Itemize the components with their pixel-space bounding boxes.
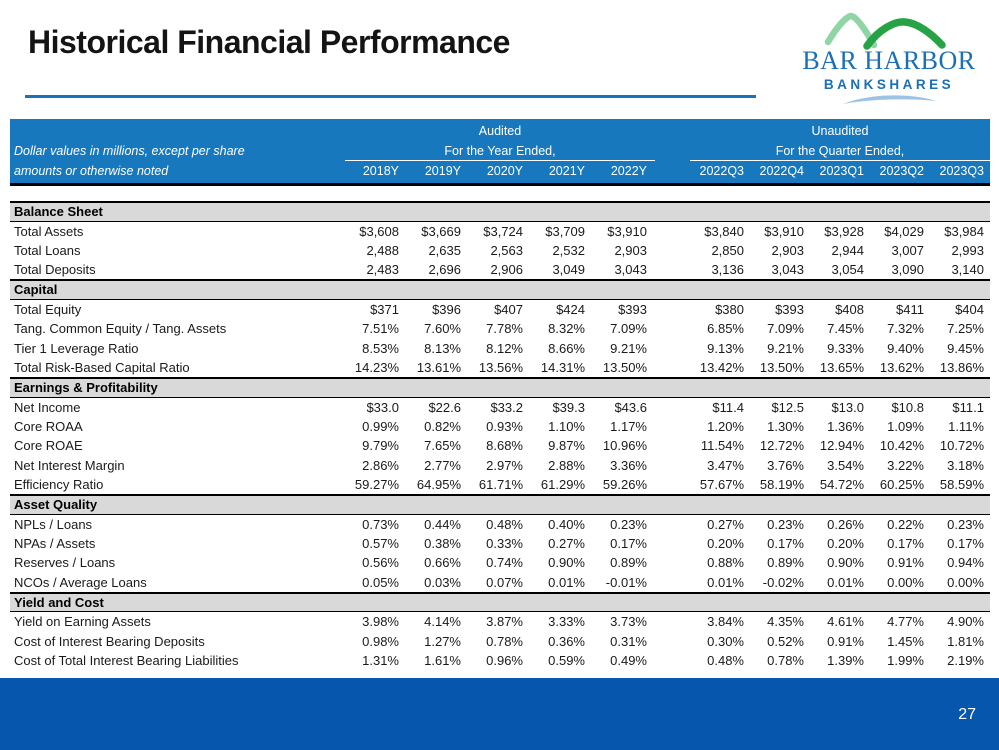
cell-quarterly: 0.89% xyxy=(767,555,804,571)
cell-quarterly: 54.72% xyxy=(819,476,864,492)
header-period-row xyxy=(10,142,990,161)
cell-quarterly: 9.21% xyxy=(767,340,804,356)
row-label: Net Income xyxy=(14,399,81,415)
cell-annual: $393 xyxy=(618,302,647,318)
table-body xyxy=(10,201,990,670)
section-header: Asset Quality xyxy=(10,494,990,515)
cell-quarterly: $408 xyxy=(835,302,864,318)
cell-quarterly: 0.01% xyxy=(827,574,864,590)
cell-quarterly: $411 xyxy=(896,302,924,318)
quarter-column-header: 2022Q3 xyxy=(699,164,744,178)
cell-annual: 3.98% xyxy=(362,614,399,630)
cell-quarterly: 0.01% xyxy=(707,574,744,590)
row-label: Total Loans xyxy=(14,242,81,258)
cell-annual: 7.51% xyxy=(362,321,399,337)
year-column-header: 2021Y xyxy=(548,164,585,178)
year-columns xyxy=(345,162,655,181)
cell-annual: 0.57% xyxy=(362,536,399,551)
quarter-column-header: 2023Q3 xyxy=(939,164,984,178)
cell-annual: 59.27% xyxy=(354,476,399,492)
year-column-header: 2019Y xyxy=(424,164,461,178)
cell-annual: 0.90% xyxy=(548,555,585,571)
cell-annual: $3,669 xyxy=(421,223,461,239)
cell-quarterly: 7.32% xyxy=(887,321,924,337)
cell-quarterly: $3,840 xyxy=(704,223,744,239)
cell-quarterly: 3.54% xyxy=(827,457,864,473)
year-column-header: 2018Y xyxy=(362,164,399,178)
cell-annual: 0.99% xyxy=(362,419,399,435)
cell-quarterly: 0.91% xyxy=(887,555,924,571)
cell-annual: 9.79% xyxy=(362,438,399,454)
cell-annual: 0.27% xyxy=(548,536,585,551)
mountains-icon xyxy=(828,16,942,46)
cell-annual: 0.44% xyxy=(424,516,461,532)
cell-quarterly: 12.94% xyxy=(819,438,864,454)
cell-quarterly: 9.40% xyxy=(887,340,924,356)
cell-annual: 3.73% xyxy=(610,614,647,630)
quarter-ended-label: For the Quarter Ended, xyxy=(690,142,990,161)
cell-annual: 3.87% xyxy=(486,614,523,630)
cell-quarterly: 12.72% xyxy=(759,438,804,454)
cell-quarterly: 7.09% xyxy=(767,321,804,337)
cell-quarterly: 7.25% xyxy=(947,321,984,337)
row-label: Total Equity xyxy=(14,302,82,318)
cell-annual: 8.13% xyxy=(424,340,461,356)
cell-quarterly: 1.11% xyxy=(948,419,984,435)
cell-annual: 1.27% xyxy=(424,633,461,649)
cell-annual: $424 xyxy=(556,302,585,318)
cell-quarterly: 0.88% xyxy=(707,555,744,571)
cell-annual: 2.88% xyxy=(548,457,585,473)
table-row xyxy=(10,241,990,260)
year-column-header: 2022Y xyxy=(610,164,647,178)
section-header: Earnings & Profitability xyxy=(10,377,990,398)
cell-annual: 0.36% xyxy=(548,633,585,649)
cell-annual: 0.03% xyxy=(424,574,461,590)
row-label: Efficiency Ratio xyxy=(14,476,104,492)
cell-annual: 0.31% xyxy=(610,633,647,649)
cell-quarterly: 1.99% xyxy=(887,652,924,668)
cell-quarterly: $393 xyxy=(775,302,804,318)
section-header: Balance Sheet xyxy=(10,201,990,222)
cell-annual: $33.0 xyxy=(366,399,399,415)
cell-quarterly: 0.20% xyxy=(827,536,864,551)
cell-quarterly: 3,007 xyxy=(891,242,924,258)
table-row xyxy=(10,515,990,534)
table-note-line1: Dollar values in millions, except per share xyxy=(14,143,245,158)
year-ended-label: For the Year Ended, xyxy=(345,142,655,161)
cell-annual: 7.65% xyxy=(424,438,461,454)
row-label: Total Deposits xyxy=(14,262,96,278)
cell-annual: $33.2 xyxy=(490,399,523,415)
cell-quarterly: 10.42% xyxy=(879,438,924,454)
cell-annual: 2,635 xyxy=(428,242,461,258)
cell-quarterly: 0.23% xyxy=(947,516,984,532)
cell-annual: 8.32% xyxy=(548,321,585,337)
cell-annual: 0.93% xyxy=(486,419,523,435)
cell-annual: 0.38% xyxy=(424,536,461,551)
cell-quarterly: $12.5 xyxy=(771,399,804,415)
cell-annual: 2.77% xyxy=(424,457,461,473)
cell-annual: 9.87% xyxy=(548,438,585,454)
cell-quarterly: 3,140 xyxy=(951,262,984,278)
row-label: Cost of Interest Bearing Deposits xyxy=(14,633,205,649)
table-header xyxy=(10,119,990,186)
cell-annual: 3,043 xyxy=(614,262,647,278)
cell-annual: 3.33% xyxy=(548,614,585,630)
cell-quarterly: 2,993 xyxy=(951,242,984,258)
cell-annual: 2,696 xyxy=(428,262,461,278)
logo-swoosh-icon xyxy=(843,95,936,104)
cell-annual: 0.59% xyxy=(548,652,585,668)
cell-quarterly: 13.62% xyxy=(879,359,924,375)
financial-table xyxy=(10,119,990,670)
cell-quarterly: $4,029 xyxy=(884,223,924,239)
table-row xyxy=(10,572,990,591)
cell-annual: 2.97% xyxy=(486,457,523,473)
cell-annual: 14.31% xyxy=(540,359,585,375)
logo-subname: BANKSHARES xyxy=(823,77,955,92)
cell-annual: 9.21% xyxy=(610,340,647,356)
cell-quarterly: 13.65% xyxy=(819,359,864,375)
cell-quarterly: 2,850 xyxy=(711,242,744,258)
cell-annual: -0.01% xyxy=(605,574,647,590)
cell-annual: 0.05% xyxy=(362,574,399,590)
cell-quarterly: 0.22% xyxy=(887,516,924,532)
cell-quarterly: $3,984 xyxy=(944,223,984,239)
cell-quarterly: 7.45% xyxy=(827,321,864,337)
cell-quarterly: $13.0 xyxy=(831,399,864,415)
cell-annual: $3,724 xyxy=(483,223,523,239)
cell-quarterly: 0.00% xyxy=(947,574,984,590)
row-label: NCOs / Average Loans xyxy=(14,574,147,590)
cell-quarterly: 4.77% xyxy=(887,614,924,630)
cell-annual: 2.86% xyxy=(362,457,399,473)
cell-annual: 8.12% xyxy=(486,340,523,356)
row-label: NPAs / Assets xyxy=(14,536,96,551)
row-label: Tier 1 Leverage Ratio xyxy=(14,340,139,356)
title-underline xyxy=(25,95,756,98)
cell-quarterly: 58.59% xyxy=(939,476,984,492)
row-label: Tang. Common Equity / Tang. Assets xyxy=(14,321,227,337)
cell-annual: $371 xyxy=(370,302,399,318)
cell-quarterly: 0.94% xyxy=(947,555,984,571)
cell-quarterly: 3.84% xyxy=(707,614,744,630)
cell-quarterly: 3,054 xyxy=(831,262,864,278)
cell-annual: 14.23% xyxy=(354,359,399,375)
cell-quarterly: 1.39% xyxy=(827,652,864,668)
cell-annual: 2,483 xyxy=(366,262,399,278)
cell-annual: 13.61% xyxy=(416,359,461,375)
cell-annual: 10.96% xyxy=(602,438,647,454)
cell-annual: 7.78% xyxy=(486,321,523,337)
cell-quarterly: $380 xyxy=(715,302,744,318)
footer-bar xyxy=(0,678,999,750)
cell-annual: 61.29% xyxy=(540,476,585,492)
row-label: Total Risk-Based Capital Ratio xyxy=(14,359,190,375)
cell-annual: 64.95% xyxy=(416,476,461,492)
cell-quarterly: 6.85% xyxy=(707,321,744,337)
cell-annual: 7.09% xyxy=(610,321,647,337)
cell-quarterly: $11.4 xyxy=(712,399,744,415)
cell-quarterly: 3.76% xyxy=(767,457,804,473)
cell-annual: 0.48% xyxy=(486,516,523,532)
cell-quarterly: 1.20% xyxy=(707,419,744,435)
cell-annual: 0.56% xyxy=(362,555,399,571)
table-row xyxy=(10,475,990,494)
cell-quarterly: 11.54% xyxy=(700,438,744,454)
cell-annual: $39.3 xyxy=(552,399,585,415)
cell-annual: $22.6 xyxy=(428,399,461,415)
table-row xyxy=(10,651,990,670)
table-row xyxy=(10,455,990,474)
table-row xyxy=(10,358,990,377)
cell-quarterly: $11.1 xyxy=(952,399,984,415)
cell-annual: 0.82% xyxy=(424,419,461,435)
cell-annual: $3,608 xyxy=(359,223,399,239)
cell-annual: 13.56% xyxy=(478,359,523,375)
cell-quarterly: 57.67% xyxy=(699,476,744,492)
table-row xyxy=(10,319,990,338)
quarter-column-header: 2023Q1 xyxy=(819,164,864,178)
cell-quarterly: 0.27% xyxy=(707,516,744,532)
table-note-line2: amounts or otherwise noted xyxy=(14,164,169,178)
cell-quarterly: 0.52% xyxy=(767,633,804,649)
bar-harbor-logo xyxy=(793,4,993,116)
cell-annual: 1.31% xyxy=(362,652,399,668)
quarter-column-header: 2022Q4 xyxy=(759,164,804,178)
table-row xyxy=(10,436,990,455)
cell-annual: 2,488 xyxy=(366,242,399,258)
cell-quarterly: $3,928 xyxy=(824,223,864,239)
cell-annual: 7.60% xyxy=(424,321,461,337)
cell-annual: 0.40% xyxy=(548,516,585,532)
row-label: NPLs / Loans xyxy=(14,516,93,532)
cell-annual: 8.68% xyxy=(486,438,523,454)
cell-annual: 0.66% xyxy=(424,555,461,571)
cell-annual: $407 xyxy=(494,302,523,318)
cell-quarterly: 10.72% xyxy=(939,438,984,454)
cell-annual: 0.33% xyxy=(486,536,523,551)
unaudited-label: Unaudited xyxy=(811,124,869,138)
table-row xyxy=(10,553,990,572)
cell-annual: 8.66% xyxy=(548,340,585,356)
cell-quarterly: 3,043 xyxy=(771,262,804,278)
cell-annual: 0.96% xyxy=(486,652,523,668)
table-row xyxy=(10,612,990,631)
row-label: Yield on Earning Assets xyxy=(14,614,151,630)
cell-quarterly: 0.17% xyxy=(767,536,804,551)
quarter-columns xyxy=(690,162,990,181)
cell-quarterly: 0.17% xyxy=(887,536,924,551)
page-number: 27 xyxy=(958,706,976,723)
cell-quarterly: 60.25% xyxy=(879,476,924,492)
table-row xyxy=(10,222,990,241)
header-audit-row xyxy=(10,122,990,140)
cell-annual: 2,906 xyxy=(490,262,523,278)
cell-annual: 1.61% xyxy=(424,652,461,668)
row-label: Cost of Total Interest Bearing Liabilities xyxy=(14,652,239,668)
cell-annual: 61.71% xyxy=(478,476,523,492)
cell-quarterly: 0.91% xyxy=(827,633,864,649)
cell-quarterly: 9.13% xyxy=(707,340,744,356)
cell-annual: 0.74% xyxy=(486,555,523,571)
cell-quarterly: 3.22% xyxy=(887,457,924,473)
audited-label: Audited xyxy=(478,124,522,138)
cell-quarterly: 4.61% xyxy=(827,614,864,630)
cell-annual: 1.17% xyxy=(610,419,647,435)
cell-annual: 0.07% xyxy=(486,574,523,590)
cell-quarterly: 1.81% xyxy=(947,633,984,649)
table-row xyxy=(10,534,990,553)
year-column-header: 2020Y xyxy=(486,164,523,178)
section-header: Capital xyxy=(10,279,990,300)
row-label: Core ROAE xyxy=(14,438,83,454)
cell-annual: 0.17% xyxy=(610,536,647,551)
table-row xyxy=(10,300,990,319)
cell-annual: 1.10% xyxy=(548,419,585,435)
quarter-column-header: 2023Q2 xyxy=(879,164,924,178)
cell-annual: 8.53% xyxy=(362,340,399,356)
table-row xyxy=(10,417,990,436)
cell-annual: $3,709 xyxy=(545,223,585,239)
cell-annual: 0.73% xyxy=(362,516,399,532)
cell-annual: 2,563 xyxy=(490,242,523,258)
row-label: Total Assets xyxy=(14,223,84,239)
cell-quarterly: 0.26% xyxy=(827,516,864,532)
page-title: Historical Financial Performance xyxy=(28,24,510,60)
table-row xyxy=(10,632,990,651)
row-label: Net Interest Margin xyxy=(14,457,125,473)
cell-annual: 2,532 xyxy=(552,242,585,258)
cell-quarterly: 13.50% xyxy=(759,359,804,375)
cell-annual: $3,910 xyxy=(607,223,647,239)
cell-annual: 0.49% xyxy=(610,652,647,668)
row-label: Core ROAA xyxy=(14,419,83,435)
cell-quarterly: 4.35% xyxy=(767,614,804,630)
cell-annual: 0.23% xyxy=(610,516,647,532)
cell-annual: 13.50% xyxy=(602,359,647,375)
table-row xyxy=(10,398,990,417)
cell-quarterly: 3.47% xyxy=(707,457,744,473)
cell-quarterly: $3,910 xyxy=(764,223,804,239)
cell-quarterly: 0.17% xyxy=(947,536,984,551)
cell-quarterly: 13.42% xyxy=(699,359,744,375)
cell-quarterly: 0.30% xyxy=(707,633,744,649)
cell-quarterly: $404 xyxy=(955,302,984,318)
cell-annual: 4.14% xyxy=(424,614,461,630)
cell-quarterly: 0.78% xyxy=(767,652,804,668)
header-columns-row xyxy=(10,162,990,181)
cell-quarterly: 3,090 xyxy=(891,262,924,278)
cell-annual: 0.98% xyxy=(362,633,399,649)
cell-annual: 0.01% xyxy=(548,574,585,590)
cell-annual: $396 xyxy=(432,302,461,318)
cell-quarterly: 3.18% xyxy=(947,457,984,473)
cell-quarterly: -0.02% xyxy=(762,574,804,590)
cell-quarterly: 9.33% xyxy=(827,340,864,356)
cell-quarterly: 1.45% xyxy=(887,633,924,649)
cell-annual: $43.6 xyxy=(614,399,647,415)
cell-annual: 3,049 xyxy=(552,262,585,278)
logo-name: BAR HARBOR xyxy=(802,46,976,75)
cell-quarterly: 0.00% xyxy=(887,574,924,590)
section-header: Yield and Cost xyxy=(10,592,990,613)
cell-annual: 0.89% xyxy=(610,555,647,571)
cell-quarterly: $10.8 xyxy=(891,399,924,415)
cell-quarterly: 2.19% xyxy=(947,652,984,668)
cell-annual: 59.26% xyxy=(602,476,647,492)
cell-quarterly: 3,136 xyxy=(711,262,744,278)
cell-quarterly: 9.45% xyxy=(947,340,984,356)
cell-annual: 0.78% xyxy=(486,633,523,649)
row-label: Reserves / Loans xyxy=(14,555,116,571)
table-row xyxy=(10,260,990,279)
cell-quarterly: 4.90% xyxy=(947,614,984,630)
cell-quarterly: 0.20% xyxy=(707,536,744,551)
cell-quarterly: 58.19% xyxy=(759,476,804,492)
cell-annual: 3.36% xyxy=(610,457,647,473)
cell-quarterly: 1.30% xyxy=(767,419,804,435)
cell-quarterly: 0.90% xyxy=(827,555,864,571)
cell-quarterly: 0.23% xyxy=(767,516,804,532)
cell-quarterly: 1.09% xyxy=(887,419,924,435)
cell-quarterly: 0.48% xyxy=(707,652,744,668)
cell-quarterly: 2,944 xyxy=(831,242,864,258)
cell-quarterly: 1.36% xyxy=(827,419,864,435)
table-row xyxy=(10,338,990,357)
cell-quarterly: 13.86% xyxy=(939,359,984,375)
cell-quarterly: 2,903 xyxy=(771,242,804,258)
cell-annual: 2,903 xyxy=(614,242,647,258)
